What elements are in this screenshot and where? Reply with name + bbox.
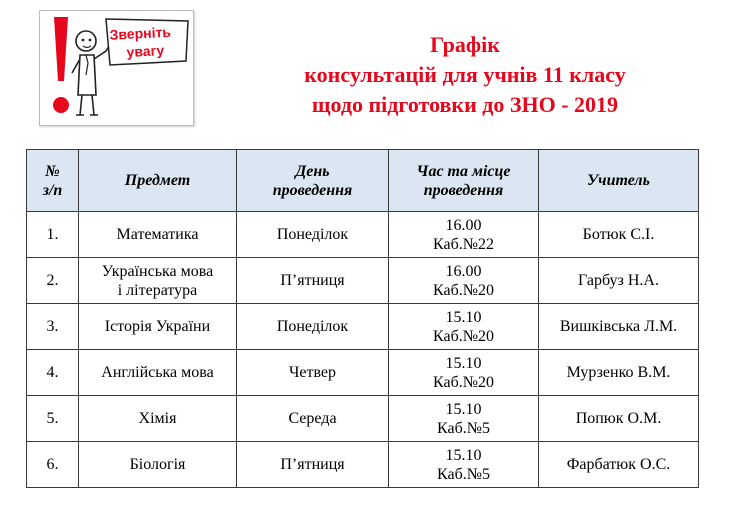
cell-time-place: 15.10 Каб.№20 — [389, 350, 539, 396]
cell-teacher: Мурзенко В.М. — [539, 350, 699, 396]
cell-number: 4. — [27, 350, 79, 396]
title-line-3: щодо підготовки до ЗНО - 2019 — [311, 92, 619, 117]
page-title — [230, 30, 700, 120]
attention-logo — [39, 10, 194, 126]
cell-teacher: Фарбатюк О.С. — [539, 442, 699, 488]
table-row — [27, 304, 699, 350]
table-header-row — [27, 150, 699, 212]
cell-number: 3. — [27, 304, 79, 350]
cell-day: Четвер — [237, 350, 389, 396]
cell-day: П’ятниця — [237, 258, 389, 304]
cell-number: 5. — [27, 396, 79, 442]
title-line-1: Графік — [430, 32, 500, 57]
exclamation-dot — [53, 97, 69, 113]
cell-teacher: Попюк О.М. — [539, 396, 699, 442]
cell-time-place: 16.00 Каб.№20 — [389, 258, 539, 304]
table-row — [27, 396, 699, 442]
header-teacher: Учитель — [539, 150, 699, 212]
cell-day: Понеділок — [237, 304, 389, 350]
cell-teacher: Ботюк С.І. — [539, 212, 699, 258]
cell-time-place: 15.10 Каб.№20 — [389, 304, 539, 350]
table-row — [27, 258, 699, 304]
cell-number: 2. — [27, 258, 79, 304]
cell-teacher: Гарбуз Н.А. — [539, 258, 699, 304]
table-row — [27, 212, 699, 258]
cell-subject: Англійська мова — [79, 350, 237, 396]
header-time-place: Час та місце проведення — [389, 150, 539, 212]
cell-day: Середа — [237, 396, 389, 442]
table-row — [27, 442, 699, 488]
cell-teacher: Вишківська Л.М. — [539, 304, 699, 350]
cell-subject: Математика — [79, 212, 237, 258]
attention-illustration — [40, 11, 193, 125]
cell-number: 1. — [27, 212, 79, 258]
cell-subject: Українська мова і література — [79, 258, 237, 304]
cell-subject: Історія України — [79, 304, 237, 350]
header-number: № з/п — [27, 150, 79, 212]
exclamation-bar — [54, 17, 68, 81]
cell-time-place: 15.10 Каб.№5 — [389, 442, 539, 488]
cell-day: Понеділок — [237, 212, 389, 258]
header-day: День проведення — [237, 150, 389, 212]
consultation-schedule-table — [26, 149, 699, 488]
cell-subject: Біологія — [79, 442, 237, 488]
cell-time-place: 15.10 Каб.№5 — [389, 396, 539, 442]
cell-day: П’ятниця — [237, 442, 389, 488]
sign-text-line1: Зверніть — [109, 23, 172, 43]
cell-time-place: 16.00 Каб.№22 — [389, 212, 539, 258]
header-subject: Предмет — [79, 150, 237, 212]
sign-text-line2: увагу — [126, 42, 165, 60]
table-row — [27, 350, 699, 396]
cell-number: 6. — [27, 442, 79, 488]
cell-subject: Хімія — [79, 396, 237, 442]
title-line-2: консультацій для учнів 11 класу — [304, 62, 626, 87]
